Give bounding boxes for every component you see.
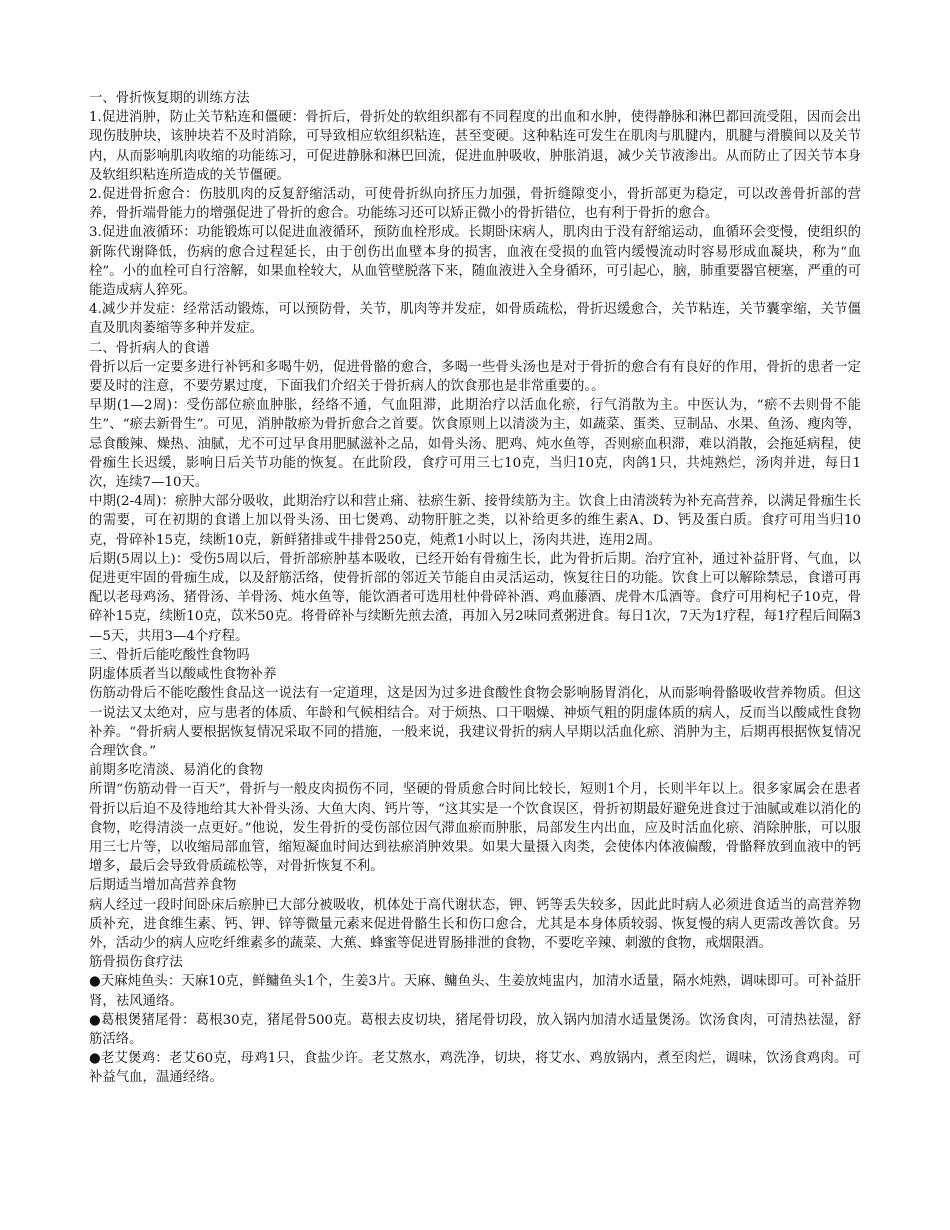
paragraph: 1.促进消肿，防止关节粘连和僵硬：骨折后，骨折处的软组织都有不同程度的出血和水肿，使得静脉和淋巴都回流受阻，因而会出现伤肢肿块，该肿块若不及时消除，可导致相应软组织粘连，甚至变硬。这种粘连可发生在肌肉与肌腱内，肌腱与滑膜间以及关节内，从而影响肌肉收缩的功能练习，可促进静脉和淋巴回流，促进血肿吸收，肿胀消退，减少关节液渗出。从而防止了因关节本身及软组织粘连所造成的关节僵硬。 <box>89 110 861 183</box>
paragraph: 2.促进骨折愈合：伤肢肌肉的反复舒缩活动，可使骨折纵向挤压力加强，骨折缝隙变小，骨折部更为稳定，可以改善骨折部的营养，骨折端骨能力的增强促进了骨折的愈合。功能练习还可以矫正微小的骨折错位，也有利于骨折的愈合。 <box>89 187 861 222</box>
paragraph: 3.促进血液循环：功能锻炼可以促进血液循环，预防血栓形成。长期卧床病人，肌肉由于没有舒缩运动，血循环会变慢，使组织的新陈代谢降低，伤病的愈合过程延长，由于创伤出血壁本身的损害，血液在受损的血管内缓慢流动时容易形成血凝块，称为“血栓”。小的血栓可自行溶解，如果血栓较大，从血管壁脱落下来，随血液进入全身循环，可引起心，脑，肺重要器官梗塞，严重的可能造成病人猝死。 <box>89 225 861 299</box>
paragraph: 所谓“伤筋动骨一百天”，骨折与一般皮肉损伤不同，坚硬的骨质愈合时间比较长，短则1个月，长则半年以上。很多家属会在患者骨折以后迫不及待地给其大补骨头汤、大鱼大肉、钙片等，“这其实是一个饮食误区，骨折初期最好避免进食过于油腻或难以消化的食物，吃得清淡一点更好。”他说，发生骨折的受伤部位因气滞血瘀而肿胀，局部发生内出血，应及时活血化瘀、消除肿胀，可以服用三七片等，以收缩局部血管，缩短凝血时间达到祛瘀消肿效果。如果大量摄入肉类，会使体内体液偏酸，骨骼释放到血液中的钙增多，最后会导致骨质疏松等，对骨折恢复不利。 <box>89 782 861 875</box>
subheading: 阴虚体质者当以酸咸性食物补养 <box>89 667 277 683</box>
subheading: 前期多吃清淡、易消化的食物 <box>89 763 264 779</box>
paragraph: 伤筋动骨后不能吃酸性食品这一说法有一定道理，这是因为过多进食酸性食物会影响肠胃消化，从而影响骨骼吸收营养物质。但这一说法又太绝对，应与患者的体质、年龄和气候相结合。对于烦热、口干咽燥、神烦气粗的阴虚体质的病人，反而当以酸咸性食物补养。“骨折病人要根据恢复情况采取不同的措施，一般来说，我建议骨折的病人早期以活血化瘀、消肿为主，后期再根据恢复情况合理饮食。” <box>89 686 861 759</box>
paragraph: 后期(5周以上)：受伤5周以后，骨折部瘀肿基本吸收，已经开始有骨痂生长，此为骨折后期。治疗宜补，通过补益肝肾、气血，以促进更牢固的骨痂生成，以及舒筋活络，使骨折部的邻近关节能自由灵活运动，恢复往日的功能。饮食上可以解除禁忌，食谱可再配以老母鸡汤、猪骨汤、羊骨汤、炖水鱼等，能饮酒者可选用杜仲骨碎补酒、鸡血藤酒、虎骨木瓜酒等。食疗可用枸杞子10克，骨碎补15克，续断10克，苡米50克。将骨碎补与续断先煎去渣，再加入另2味同煮粥进食。每日1次，7天为1疗程，每1疗程后间隔3—5天，共用3—4个疗程。 <box>89 551 861 644</box>
paragraph: 4.减少并发症：经常活动锻炼，可以预防骨，关节，肌肉等并发症，如骨质疏松，骨折迟缓愈合，关节粘连，关节囊挛缩，关节僵直及肌肉萎缩等多种并发症。 <box>89 302 861 337</box>
paragraph: 早期(1—2周)：受伤部位瘀血肿胀，经络不通，气血阻滞，此期治疗以活血化瘀，行气消散为主。中医认为，“瘀不去则骨不能生”、“瘀去新骨生”。可见，消肿散瘀为骨折愈合之首要。饮食原则上以清淡为主，如蔬菜、蛋类、豆制品、水果、鱼汤、瘦肉等，忌食酸辣、燥热、油腻，尤不可过早食用肥腻滋补之品，如骨头汤、肥鸡、炖水鱼等，否则瘀血积滞，难以消散，会拖延病程，使骨痂生长迟缓，影响日后关节功能的恢复。在此阶段，食疗可用三七10克，当归10克，肉鸽1只，共炖熟烂，汤肉并进，每日1次，连续7—10天。 <box>89 398 861 491</box>
recipe-item: ●葛根煲猪尾骨：葛根30克，猪尾骨500克。葛根去皮切块，猪尾骨切段，放入锅内加清水适量煲汤。饮汤食肉，可清热祛湿，舒筋活络。 <box>89 1012 861 1047</box>
paragraph: 骨折以后一定要多进行补钙和多喝牛奶，促进骨骼的愈合，多喝一些骨头汤也是对于骨折的愈合有有良好的作用，骨折的患者一定要及时的注意，不要劳累过度，下面我们介绍关于骨折病人的饮食那也是非常重要的。。 <box>89 359 861 395</box>
section-heading: 一、骨折恢复期的训练方法 <box>89 91 250 106</box>
recipe-item: ●天麻炖鱼头：天麻10克，鲜鳙鱼头1个，生姜3片。天麻、鳙鱼头、生姜放炖盅内，加清水适量，隔水炖熟，调味即可。可补益肝肾，祛风通络。 <box>89 974 861 1009</box>
paragraph: 病人经过一段时间卧床后瘀肿已大部分被吸收，机体处于高代谢状态，钾、钙等丢失较多，因此此时病人必须进食适当的高营养物质补充，进食维生素、钙、钾、锌等微量元素来促进骨骼生长和伤口愈合，尤其是本身体质较弱、恢复慢的病人更需改善饮食。另外，活动少的病人应吃纤维素多的蔬菜、大蕉、蜂蜜等促进胃肠排泄的食物，不要吃辛辣、刺激的食物，戒烟限酒。 <box>89 897 861 951</box>
subheading: 后期适当增加高营养食物 <box>89 878 237 894</box>
paragraph: 中期(2-4周)：瘀肿大部分吸收，此期治疗以和营止痛、祛瘀生新、接骨续筋为主。饮食上由清淡转为补充高营养，以满足骨痂生长的需要，可在初期的食谱上加以骨头汤、田七煲鸡、动物肝脏之类，以补给更多的维生素A、D、钙及蛋白质。食疗可用当归10克，骨碎补15克，续断10克，新鲜猪排或牛排骨250克，炖煮1小时以上，汤肉共进，连用2周。 <box>89 494 861 548</box>
recipe-item: ●老艾煲鸡：老艾60克，母鸡1只，食盐少许。老艾熬水，鸡洗净，切块，将艾水、鸡放锅内，煮至肉烂，调味，饮汤食鸡肉。可补益气血，温通经络。 <box>89 1051 861 1086</box>
section-heading: 二、骨折病人的食谱 <box>89 340 210 356</box>
section-heading: 三、骨折后能吃酸性食物吗 <box>89 647 250 663</box>
subheading: 筋骨损伤食疗法 <box>89 955 183 971</box>
document-body <box>89 89 861 1088</box>
